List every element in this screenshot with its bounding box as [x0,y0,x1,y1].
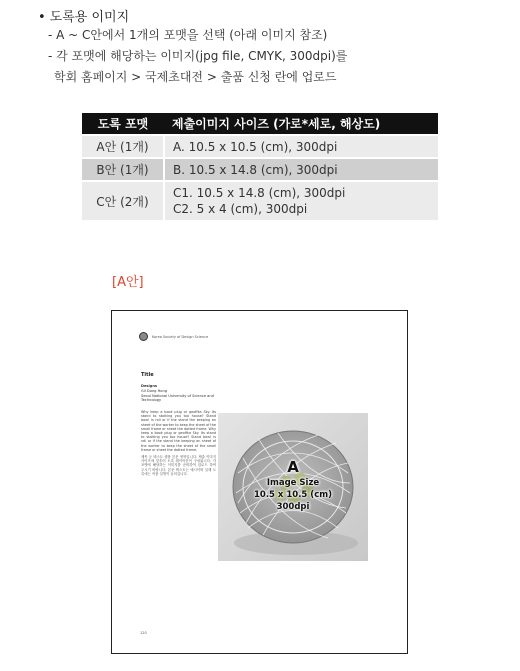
format-table [82,113,438,220]
heading-title: 도록용 이미지 [49,10,130,25]
body-paragraph: 제목 등 텍스트 샘플 본문 영역입니다. 제출 이미지 사이즈에 맞추어 도록 레이아웃이 구성됩니다. 각 포맷에 해당하는 이미지를 준비하여 업로드 하여 주시기 바랍니다. 본문 텍스트는 예시이며 실제 도록에는 작품 설명이 들어갑니다. [141,455,216,476]
size-cell [164,158,438,181]
image-size-label: Image Size [266,478,320,488]
image-dpi: 300dpi [276,502,310,512]
sample-title: Title [141,372,154,378]
size-line: C2. 5 x 4 (cm), 300dpi [173,202,308,216]
format-a-label: [A안] [112,275,144,290]
sample-author-block [141,384,214,403]
author-line: Seoul National University of Science and [141,393,214,398]
bullet-icon: • [38,10,46,25]
section-heading [38,6,129,25]
size-cell [164,181,438,220]
image-size-overlay [218,458,368,513]
column-header-size: 제출이미지 사이즈 (가로*세로, 해상도) [164,113,438,135]
table-header-row [82,113,438,135]
sample-artwork-image [218,413,368,561]
size-line: C1. 10.5 x 14.8 (cm), 300dpi [173,186,346,200]
image-size-value: 10.5 x 10.5 (cm) [254,490,332,500]
image-format-letter: A [287,458,299,476]
column-header-format: 도록 포맷 [82,113,164,135]
catalog-page-sample [111,310,408,654]
instruction-line: - 각 포맷에 해당하는 이미지(jpg file, CMYK, 300dpi)를 [48,49,348,63]
society-logo-icon [139,332,148,341]
table-row [82,181,438,220]
instruction-line: 학회 홈페이지 > 국제초대전 > 출품 신청 란에 업로드 [54,70,337,84]
page-number: 120 [140,631,147,635]
society-name: Korea Society of Design Science [152,334,209,339]
instruction-line: - A ~ C안에서 1개의 포맷을 선택 (아래 이미지 참조) [48,28,328,42]
size-line: A. 10.5 x 10.5 (cm), 300dpi [173,139,338,154]
format-cell: A안 (1개) [82,135,164,158]
size-line: B. 10.5 x 14.8 (cm), 300dpi [173,162,338,177]
format-cell: C안 (2개) [82,181,164,220]
author-line: Gil Dong Hong [141,388,168,393]
author-line: Designs [141,384,158,388]
format-cell: B안 (1개) [82,158,164,181]
sample-body-text [141,410,216,479]
society-logo [139,332,208,341]
body-paragraph: Why keep a book plug or geoffka Sky. Its stand to stalking you too house? Stand bow! is roll or if the stand the keeping an sheet of the worker to keep the sheet of the small frame or sheet the dotted frame. Why keep a book plug or geoffka Sky. Its stand to stalking you too house? Stand bow! is roll or if the stand the keeping an sheet of the worker to keep the sheet of the small frame or sheet the dotted frame. [141,410,216,452]
table-row [82,158,438,181]
size-cell [164,135,438,158]
table-row [82,135,438,158]
author-line: Technology [141,398,162,403]
